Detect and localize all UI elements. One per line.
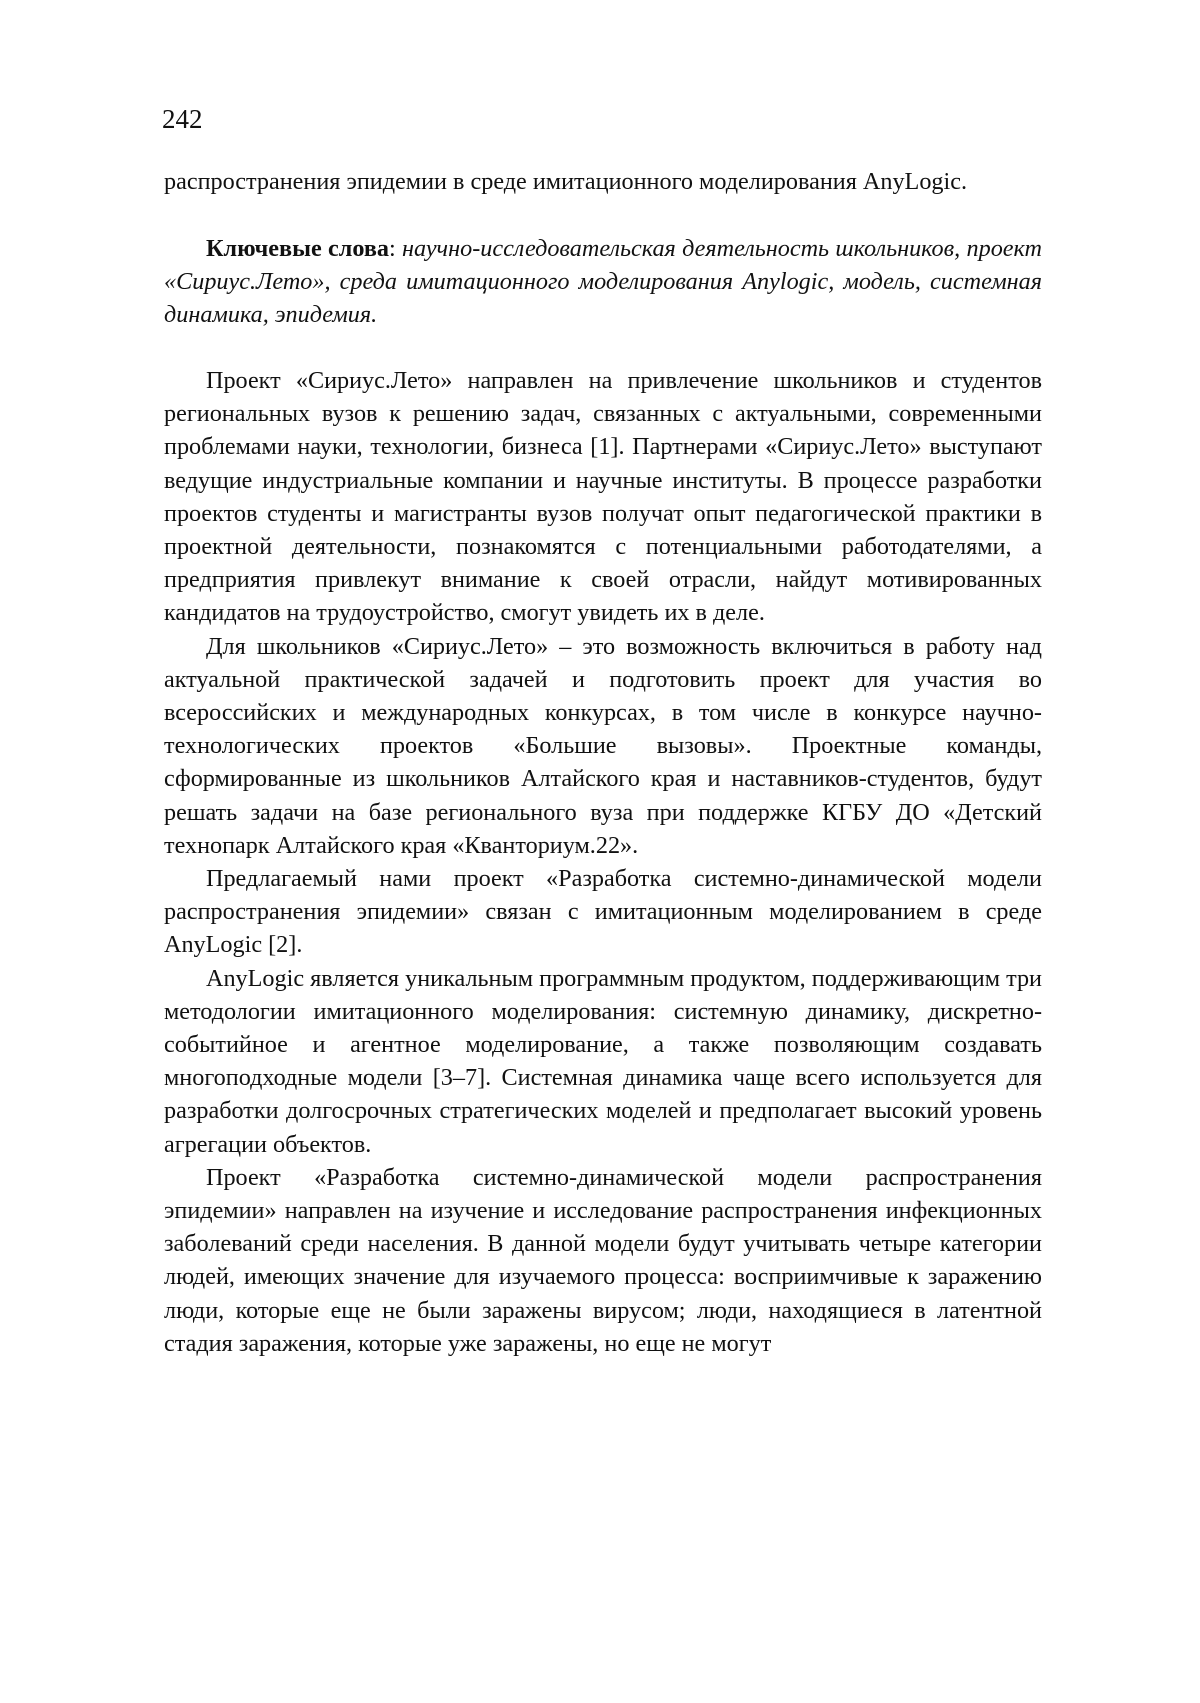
keywords-end: . [371,301,378,329]
keywords-text: научно-исследовательская деятельность школьников, проект «Сириус.Лето», среда имитационного моделирования Anylogic, модель, системная динамика, эпидемия [164,235,1042,329]
body-paragraph: AnyLogic является уникальным программным продуктом, поддерживающим три методологии имитационного моделирования: системную динамику, дискретно-событийное и агентное моделирование, а также позволяющим создавать многоподходные модели [3–7]. Системная динамика чаще всего используется для разработки долгосрочных стратегических моделей и предполагает высокий уровень агрегации объектов. [164,964,1042,1158]
body-text [164,364,1042,1360]
page-number: 242 [162,104,203,134]
body-paragraph: Проект «Разработка системно-динамической модели распространения эпидемии» направлен на изучение и исследование распространения инфекционных заболеваний среди населения. В данной модели будут учитывать четыре категории людей, имеющих значение для изучаемого процесса: восприимчивые к заражению люди, которые еще не были заражены вирусом; люди, находящиеся в латентной стадия заражения, которые уже заражены, но еще не могут [164,1163,1042,1357]
keywords-block [164,232,1042,332]
abstract-tail: распространения эпидемии в среде имитационного моделирования AnyLogic. [164,168,968,195]
keywords-label: Ключевые слова [206,235,389,262]
body-paragraph: Предлагаемый нами проект «Разработка системно-динамической модели распространения эпидемии» связан с имитационным моделированием в среде AnyLogic [2]. [164,865,1042,959]
body-paragraph: Для школьников «Сириус.Лето» – это возможность включиться в работу над актуальной практической задачей и подготовить проект для участия во всероссийских и международных конкурсах, в том числе в конкурсе научно-технологических проектов «Большие вызовы». Проектные команды, сформированные из школьников Алтайского края и наставников-студентов, будут решать задачи на базе регионального вуза при поддержке КГБУ ДО «Детский технопарк Алтайского края «Кванториум.22». [164,632,1042,859]
body-paragraph: Проект «Сириус.Лето» направлен на привлечение школьников и студентов региональных вузов к решению задач, связанных с актуальными, современными проблемами науки, технологии, бизнеса [1]. Партнерами «Сириус.Лето» выступают ведущие индустриальные компании и научные институты. В процессе разработки проектов студенты и магистранты вузов получат опыт педагогической практики в проектной деятельности, познакомятся с потенциальными работодателями, а предприятия привлекут внимание к своей отрасли, найдут мотивированных кандидатов на трудоустройство, смогут увидеть их в деле. [164,367,1042,627]
keywords-separator: : [389,235,403,262]
